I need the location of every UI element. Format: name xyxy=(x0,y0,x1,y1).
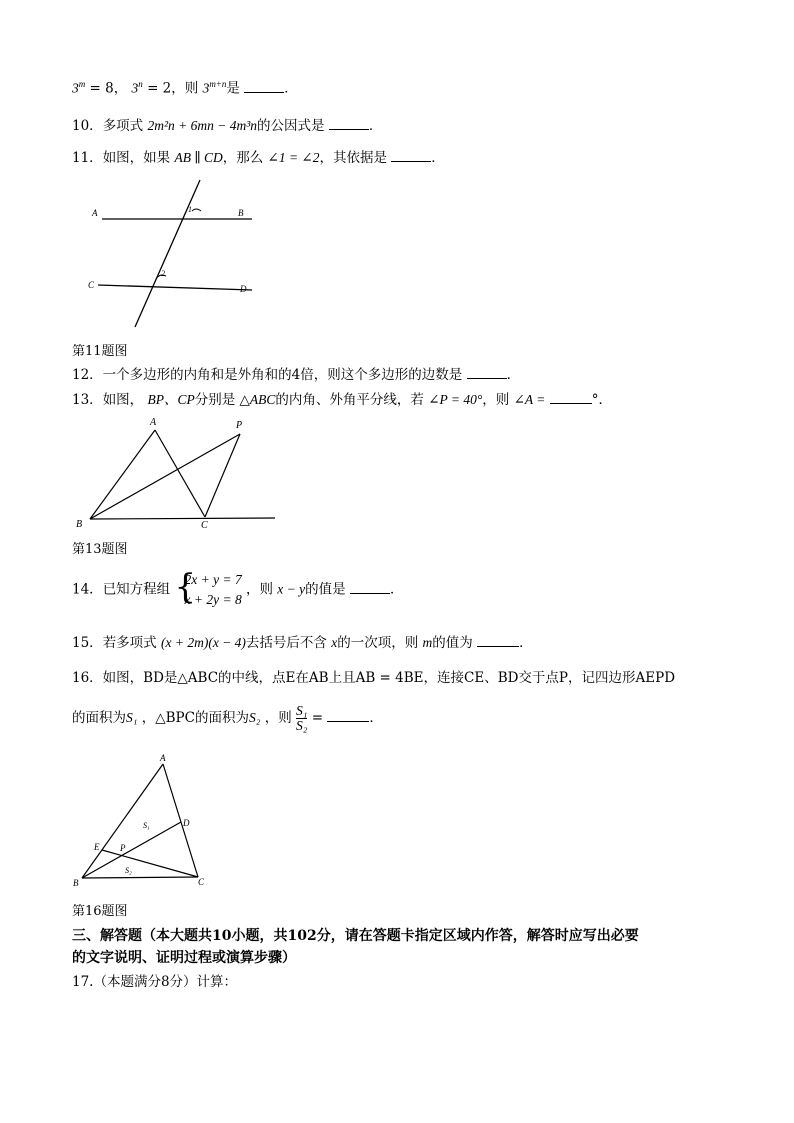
label-angle-1: 1 xyxy=(188,205,192,214)
question-10: 10．多项式 2m²n + 6mn − 4m³n的公因式是 ． xyxy=(72,115,382,136)
question-12: 12．一个多边形的内角和是外角和的4倍，则这个多边形的边数是 ． xyxy=(72,364,520,385)
label-b: B xyxy=(238,208,244,218)
figure-11-caption: 第11题图 xyxy=(72,344,128,359)
question-16-line1: 16．如图，BD是△ABC的中线，点E在AB上且AB = 4BE，连接CE、BD交于点P，记四边形AEPD xyxy=(72,670,676,686)
line-ce xyxy=(102,850,198,877)
side-ac xyxy=(163,764,198,877)
label-p: P xyxy=(120,843,126,853)
figure-16-caption: 第16题图 xyxy=(72,904,128,919)
label-angle-2: 2 xyxy=(161,269,165,278)
transversal xyxy=(135,180,200,327)
section-3-heading-line1: 三、解答题（本大题共10小题，共102分，请在答题卡指定区域内作答，解答时应写出必要 xyxy=(72,928,639,944)
label-s1: S₁ xyxy=(143,821,150,830)
question-17: 17.（本题满分8分）计算： xyxy=(72,974,238,990)
label-b: B xyxy=(76,519,83,530)
figure-13 xyxy=(70,412,285,532)
label-c: C xyxy=(201,520,208,531)
label-d: D xyxy=(240,284,247,294)
label-a: A xyxy=(160,753,166,763)
line-cd xyxy=(98,285,252,290)
question-11: 11．如图，如果 AB ∥ CD，那么 ∠1 = ∠2，其依据是 ． xyxy=(72,147,445,168)
answer-blank[interactable] xyxy=(391,147,431,162)
answer-blank[interactable] xyxy=(477,632,519,647)
side-ba xyxy=(90,430,155,519)
figure-16 xyxy=(68,752,218,892)
label-d: D xyxy=(183,818,190,828)
fraction-s1-over-s2: $\frac{\text{S₁}}{\text{S₂}}$ xyxy=(296,703,308,733)
answer-blank[interactable] xyxy=(329,115,369,130)
question-16-line2: 的面积为S₁ ，△BPC的面积为S₂ ，则 $\frac{\text{S₁}}{\text{S₂}}$ = ． xyxy=(72,703,383,733)
label-p: P xyxy=(236,420,243,431)
brace-icon: { xyxy=(174,567,197,607)
side-ab xyxy=(82,764,163,878)
answer-blank[interactable] xyxy=(244,78,284,93)
base-line xyxy=(90,518,275,519)
label-a: A xyxy=(92,208,98,218)
answer-blank[interactable] xyxy=(467,364,507,379)
question-9-tail: $3^m = 8$， $3^n = 2$，则 $3^{m+n}$是 ． xyxy=(72,79,298,97)
question-14: 14．已知方程组 { 2x + y = 7 x + 2y = 8 ，则 x − y的值是 ． xyxy=(72,570,403,610)
label-c: C xyxy=(198,877,205,887)
label-a: A xyxy=(150,417,157,428)
equation-system: { 2x + y = 7 x + 2y = 8 xyxy=(174,567,242,607)
side-ac xyxy=(155,430,205,517)
question-15: 15．若多项式 (x + 2m)(x − 4)去括号后不含 x的一次项，则 m的值为 ． xyxy=(72,632,533,653)
answer-blank[interactable] xyxy=(350,579,390,594)
label-c: C xyxy=(88,280,95,290)
side-bc xyxy=(82,877,198,878)
figure-11 xyxy=(80,175,270,335)
answer-blank[interactable] xyxy=(550,389,592,404)
line-cp xyxy=(205,434,240,517)
figure-13-caption: 第13题图 xyxy=(72,542,128,557)
label-b: B xyxy=(73,878,79,888)
label-s2: S₂ xyxy=(125,866,132,875)
section-3-heading-line2: 的文字说明、证明过程或演算步骤） xyxy=(72,950,296,966)
label-e: E xyxy=(94,842,100,852)
question-13: 13．如图， BP、CP分别是 △ABC的内角、外角平分线，若 ∠P = 40°，则 ∠A = °． xyxy=(72,389,612,410)
answer-blank[interactable] xyxy=(327,701,369,722)
